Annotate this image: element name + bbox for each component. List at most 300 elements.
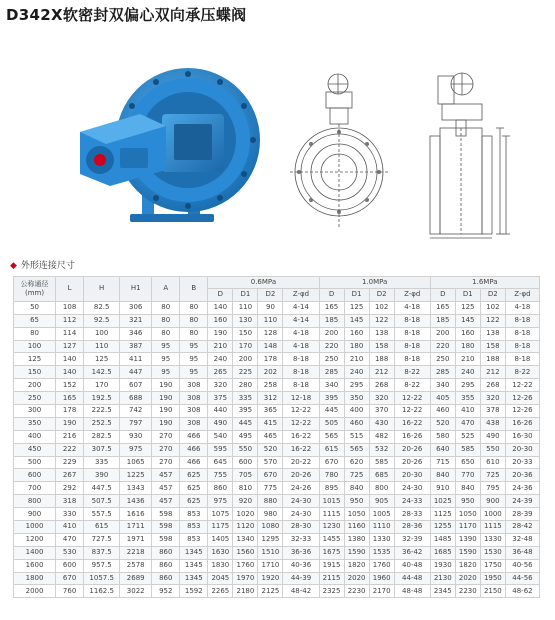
table-cell: 158 [480, 340, 505, 353]
table-cell: 8-18 [283, 353, 319, 366]
table-cell: 225 [233, 366, 258, 379]
table-row [14, 314, 540, 327]
table-cell: 1343 [120, 482, 152, 495]
table-cell: 1930 [430, 559, 455, 572]
header-a: A [152, 277, 180, 302]
table-cell: 268 [480, 379, 505, 392]
table-cell: 760 [56, 585, 84, 598]
table-cell: 910 [430, 482, 455, 495]
table-cell: 1015 [319, 495, 344, 508]
table-cell: 212 [369, 366, 394, 379]
table-cell: 8-22 [394, 379, 430, 392]
table-cell: 1125 [430, 508, 455, 521]
table-cell: 220 [319, 340, 344, 353]
table-cell: 625 [180, 495, 208, 508]
table-cell: 355 [455, 392, 480, 405]
table-cell: 12-22 [394, 405, 430, 418]
table-cell: 1915 [319, 559, 344, 572]
table-cell: 40-56 [505, 559, 539, 572]
table-cell: 190 [152, 417, 180, 430]
table-cell: 1600 [14, 559, 56, 572]
table-cell: 125 [14, 353, 56, 366]
table-cell: 24-36 [505, 482, 539, 495]
table-cell: 95 [180, 366, 208, 379]
table-cell: 148 [258, 340, 283, 353]
table-row [14, 417, 540, 430]
table-cell: 202 [258, 366, 283, 379]
table-cell: 20-26 [394, 456, 430, 469]
table-cell: 48-42 [283, 585, 319, 598]
table-cell: 466 [180, 443, 208, 456]
table-cell: 16-22 [283, 430, 319, 443]
table-cell: 853 [180, 508, 208, 521]
table-cell: 410 [56, 521, 84, 534]
table-cell: 725 [344, 469, 369, 482]
table-row [14, 392, 540, 405]
table-cell: 490 [480, 430, 505, 443]
table-cell: 292 [56, 482, 84, 495]
table-cell: 8-18 [505, 340, 539, 353]
table-cell: 330 [56, 508, 84, 521]
table-cell: 16-22 [394, 417, 430, 430]
table-cell: 780 [319, 469, 344, 482]
table-cell: 222.5 [84, 405, 120, 418]
table-cell: 192.5 [84, 392, 120, 405]
table-cell: 185 [430, 314, 455, 327]
table-cell: 975 [120, 443, 152, 456]
table-cell: 1200 [14, 533, 56, 546]
table-cell: 190 [208, 327, 233, 340]
table-cell: 625 [180, 469, 208, 482]
table-cell: 860 [152, 559, 180, 572]
table-cell: 267 [56, 469, 84, 482]
table-cell: 1455 [319, 533, 344, 546]
table-cell: 140 [208, 301, 233, 314]
table-cell: 670 [319, 456, 344, 469]
table-cell: 200 [14, 379, 56, 392]
table-cell: 688 [120, 392, 152, 405]
table-cell: 2020 [344, 572, 369, 585]
table-cell: 705 [233, 469, 258, 482]
table-cell: 95 [180, 353, 208, 366]
table-cell: 40-48 [394, 559, 430, 572]
table-cell: 1330 [480, 533, 505, 546]
table-cell: 1050 [455, 508, 480, 521]
table-cell: 128 [258, 327, 283, 340]
table-cell: 445 [233, 417, 258, 430]
table-cell: 495 [233, 430, 258, 443]
table-cell: 300 [14, 405, 56, 418]
table-cell: 370 [369, 405, 394, 418]
header-b: B [180, 277, 208, 302]
table-row [14, 301, 540, 314]
table-cell: 520 [258, 443, 283, 456]
subheader-cell: D [430, 289, 455, 302]
table-cell: 8-18 [283, 379, 319, 392]
table-cell: 210 [344, 353, 369, 366]
table-cell: 957.5 [84, 559, 120, 572]
subheader-cell: D [319, 289, 344, 302]
table-cell: 1005 [369, 508, 394, 521]
table-cell: 4-18 [283, 327, 319, 340]
table-cell: 12-26 [505, 392, 539, 405]
table-row [14, 405, 540, 418]
table-cell: 585 [455, 443, 480, 456]
table-cell: 410 [455, 405, 480, 418]
table-cell: 1405 [208, 533, 233, 546]
header-pressure-1-6: 1.6MPa [430, 277, 539, 289]
table-cell: 905 [369, 495, 394, 508]
table-cell: 430 [369, 417, 394, 430]
table-cell: 40-36 [283, 559, 319, 572]
table-cell: 1390 [455, 533, 480, 546]
table-cell: 250 [430, 353, 455, 366]
table-cell: 48-62 [505, 585, 539, 598]
table-cell: 755 [208, 469, 233, 482]
table-cell: 138 [480, 327, 505, 340]
table-cell: 145 [455, 314, 480, 327]
table-cell: 952 [152, 585, 180, 598]
subheader-cell: D [208, 289, 233, 302]
table-cell: 240 [455, 366, 480, 379]
table-cell: 188 [369, 353, 394, 366]
table-cell: 670 [258, 469, 283, 482]
table-cell: 950 [344, 495, 369, 508]
table-cell: 170 [233, 340, 258, 353]
valve-technical-drawing [290, 68, 522, 240]
header-nominal-diameter: 公称通径 (mm) [14, 277, 56, 302]
table-row [14, 366, 540, 379]
table-cell: 185 [319, 314, 344, 327]
table-cell: 335 [84, 456, 120, 469]
table-row [14, 508, 540, 521]
table-cell: 80 [152, 327, 180, 340]
table-cell: 20-26 [283, 469, 319, 482]
table-cell: 308 [180, 379, 208, 392]
table-cell: 20-33 [505, 456, 539, 469]
table-cell: 95 [180, 340, 208, 353]
table-cell: 16-22 [283, 443, 319, 456]
table-cell: 900 [480, 495, 505, 508]
table-cell: 615 [84, 521, 120, 534]
table-cell: 880 [258, 495, 283, 508]
table-cell: 1685 [430, 546, 455, 559]
table-cell: 1000 [14, 521, 56, 534]
subheader-cell: D1 [233, 289, 258, 302]
table-cell: 180 [455, 340, 480, 353]
table-cell: 8-18 [394, 340, 430, 353]
table-cell: 507.5 [84, 495, 120, 508]
table-cell: 620 [344, 456, 369, 469]
dimension-table [13, 276, 540, 598]
table-cell: 188 [480, 353, 505, 366]
table-cell: 1510 [258, 546, 283, 559]
table-cell: 125 [84, 353, 120, 366]
table-cell: 920 [233, 495, 258, 508]
table-cell: 1057.5 [84, 572, 120, 585]
table-cell: 350 [344, 392, 369, 405]
table-cell: 24-30 [394, 482, 430, 495]
table-cell: 1170 [455, 521, 480, 534]
table-cell: 460 [344, 417, 369, 430]
table-cell: 110 [258, 314, 283, 327]
table-cell: 2130 [430, 572, 455, 585]
table-cell: 1592 [180, 585, 208, 598]
table-cell: 229 [56, 456, 84, 469]
table-row [14, 469, 540, 482]
table-cell: 4-14 [283, 314, 319, 327]
table-cell: 895 [319, 482, 344, 495]
table-cell: 3022 [120, 585, 152, 598]
table-cell: 295 [455, 379, 480, 392]
table-cell: 505 [319, 417, 344, 430]
table-cell: 500 [14, 456, 56, 469]
table-cell: 125 [344, 301, 369, 314]
table-cell: 270 [152, 456, 180, 469]
table-cell: 600 [233, 456, 258, 469]
table-cell: 365 [258, 405, 283, 418]
table-cell: 1616 [120, 508, 152, 521]
table-cell: 530 [56, 546, 84, 559]
subheader-cell: D1 [344, 289, 369, 302]
table-cell: 80 [14, 327, 56, 340]
table-cell: 1820 [344, 559, 369, 572]
table-cell: 1345 [180, 572, 208, 585]
table-cell: 110 [233, 301, 258, 314]
table-cell: 212 [480, 366, 505, 379]
table-cell: 580 [430, 430, 455, 443]
table-cell: 525 [455, 430, 480, 443]
table-cell: 318 [56, 495, 84, 508]
table-cell: 122 [369, 314, 394, 327]
table-cell: 598 [152, 533, 180, 546]
table-cell: 36-48 [505, 546, 539, 559]
table-cell: 210 [208, 340, 233, 353]
table-cell: 565 [319, 430, 344, 443]
table-cell: 138 [369, 327, 394, 340]
table-cell: 252.5 [84, 417, 120, 430]
table-cell: 24-30 [283, 508, 319, 521]
table-cell: 400 [14, 430, 56, 443]
table-cell: 625 [180, 482, 208, 495]
table-cell: 190 [152, 405, 180, 418]
table-cell: 16-26 [394, 430, 430, 443]
table-cell: 615 [319, 443, 344, 456]
table-cell: 350 [14, 417, 56, 430]
table-cell: 160 [208, 314, 233, 327]
table-cell: 307.5 [84, 443, 120, 456]
table-cell: 4-18 [394, 301, 430, 314]
valve-photo [70, 62, 265, 232]
table-cell: 320 [369, 392, 394, 405]
table-row [14, 521, 540, 534]
table-cell: 20-36 [505, 469, 539, 482]
table-row [14, 353, 540, 366]
table-row [14, 495, 540, 508]
table-cell: 395 [319, 392, 344, 405]
table-cell: 160 [455, 327, 480, 340]
table-cell: 48-48 [394, 585, 430, 598]
table-cell: 12-18 [283, 392, 319, 405]
table-cell: 24-26 [283, 482, 319, 495]
table-cell: 258 [258, 379, 283, 392]
table-cell: 190 [152, 392, 180, 405]
table-cell: 1711 [120, 521, 152, 534]
table-cell: 640 [430, 443, 455, 456]
subheader-cell: Z-φd [505, 289, 539, 302]
table-cell: 8-18 [505, 314, 539, 327]
table-cell: 24-33 [394, 495, 430, 508]
table-cell: 80 [152, 301, 180, 314]
table-cell: 607 [120, 379, 152, 392]
table-cell: 8-18 [394, 314, 430, 327]
table-cell: 112 [56, 314, 84, 327]
table-cell: 1075 [208, 508, 233, 521]
table-cell: 795 [480, 482, 505, 495]
table-cell: 102 [480, 301, 505, 314]
table-cell: 1115 [480, 521, 505, 534]
table-cell: 285 [430, 366, 455, 379]
table-cell: 1535 [369, 546, 394, 559]
table-cell: 306 [120, 301, 152, 314]
table-cell: 1630 [208, 546, 233, 559]
table-cell: 32-39 [394, 533, 430, 546]
table-cell: 438 [480, 417, 505, 430]
table-cell: 550 [480, 443, 505, 456]
table-cell: 1760 [233, 559, 258, 572]
table-cell: 1560 [233, 546, 258, 559]
table-cell: 900 [14, 508, 56, 521]
subheader-cell: D2 [258, 289, 283, 302]
table-cell: 95 [152, 340, 180, 353]
table-cell: 32-48 [505, 533, 539, 546]
table-cell: 44-39 [283, 572, 319, 585]
table-cell: 2150 [480, 585, 505, 598]
table-cell: 405 [430, 392, 455, 405]
table-cell: 1050 [344, 508, 369, 521]
table-cell: 8-22 [394, 366, 430, 379]
table-cell: 1295 [258, 533, 283, 546]
table-cell: 980 [258, 508, 283, 521]
section-heading [10, 258, 75, 271]
table-cell: 1710 [258, 559, 283, 572]
table-cell: 645 [208, 456, 233, 469]
table-cell: 308 [180, 405, 208, 418]
table-cell: 16-26 [505, 417, 539, 430]
table-cell: 320 [208, 379, 233, 392]
table-cell: 415 [258, 417, 283, 430]
table-cell: 598 [152, 521, 180, 534]
table-cell: 853 [180, 521, 208, 534]
table-cell: 1160 [344, 521, 369, 534]
table-cell: 335 [233, 392, 258, 405]
table-cell: 108 [56, 301, 84, 314]
table-cell: 28-42 [505, 521, 539, 534]
table-cell: 1110 [369, 521, 394, 534]
table-cell: 150 [14, 366, 56, 379]
table-cell: 2230 [455, 585, 480, 598]
table-cell: 165 [430, 301, 455, 314]
section-label: 外形连接尺寸 [20, 261, 75, 271]
table-cell: 465 [258, 430, 283, 443]
table-cell: 375 [208, 392, 233, 405]
table-cell: 800 [14, 495, 56, 508]
table-cell: 158 [369, 340, 394, 353]
table-cell: 466 [180, 456, 208, 469]
table-cell: 1120 [233, 521, 258, 534]
table-cell: 102 [369, 301, 394, 314]
table-cell: 82.5 [84, 301, 120, 314]
table-cell: 285 [319, 366, 344, 379]
table-cell: 36-42 [394, 546, 430, 559]
table-cell: 860 [152, 546, 180, 559]
table-cell: 390 [84, 469, 120, 482]
table-cell: 165 [319, 301, 344, 314]
table-row [14, 379, 540, 392]
table-cell: 12-22 [283, 405, 319, 418]
table-cell: 346 [120, 327, 152, 340]
table-row [14, 533, 540, 546]
table-cell: 8-18 [394, 353, 430, 366]
table-cell: 140 [56, 366, 84, 379]
table-row [14, 559, 540, 572]
table-row [14, 327, 540, 340]
table-row [14, 585, 540, 598]
table-cell: 95 [152, 353, 180, 366]
table-cell: 975 [208, 495, 233, 508]
table-cell: 268 [369, 379, 394, 392]
table-cell: 2325 [319, 585, 344, 598]
table-cell: 470 [455, 417, 480, 430]
table-cell: 92.5 [84, 314, 120, 327]
table-cell: 100 [14, 340, 56, 353]
table-cell: 8-22 [505, 366, 539, 379]
table-cell: 445 [319, 405, 344, 418]
header-h: H [84, 277, 120, 302]
table-cell: 1436 [120, 495, 152, 508]
table-cell: 700 [14, 482, 56, 495]
table-cell: 447 [120, 366, 152, 379]
table-row [14, 482, 540, 495]
table-cell: 470 [56, 533, 84, 546]
table-cell: 114 [56, 327, 84, 340]
table-cell: 1400 [14, 546, 56, 559]
table-cell: 950 [455, 495, 480, 508]
table-cell: 715 [430, 456, 455, 469]
table-cell: 770 [455, 469, 480, 482]
table-cell: 312 [258, 392, 283, 405]
table-cell: 127 [56, 340, 84, 353]
table-cell: 837.5 [84, 546, 120, 559]
table-cell: 4-18 [505, 301, 539, 314]
table-cell: 378 [480, 405, 505, 418]
table-cell: 4-18 [283, 340, 319, 353]
table-cell: 240 [208, 353, 233, 366]
table-cell: 12-26 [505, 405, 539, 418]
table-cell: 2125 [258, 585, 283, 598]
table-cell: 600 [14, 469, 56, 482]
table-cell: 725 [480, 469, 505, 482]
table-cell: 125 [455, 301, 480, 314]
table-cell: 1950 [480, 572, 505, 585]
table-cell: 775 [258, 482, 283, 495]
table-cell: 308 [180, 392, 208, 405]
table-cell: 610 [480, 456, 505, 469]
table-cell: 220 [430, 340, 455, 353]
table-cell: 12-22 [505, 379, 539, 392]
table-cell: 1330 [369, 533, 394, 546]
table-cell: 1345 [180, 546, 208, 559]
